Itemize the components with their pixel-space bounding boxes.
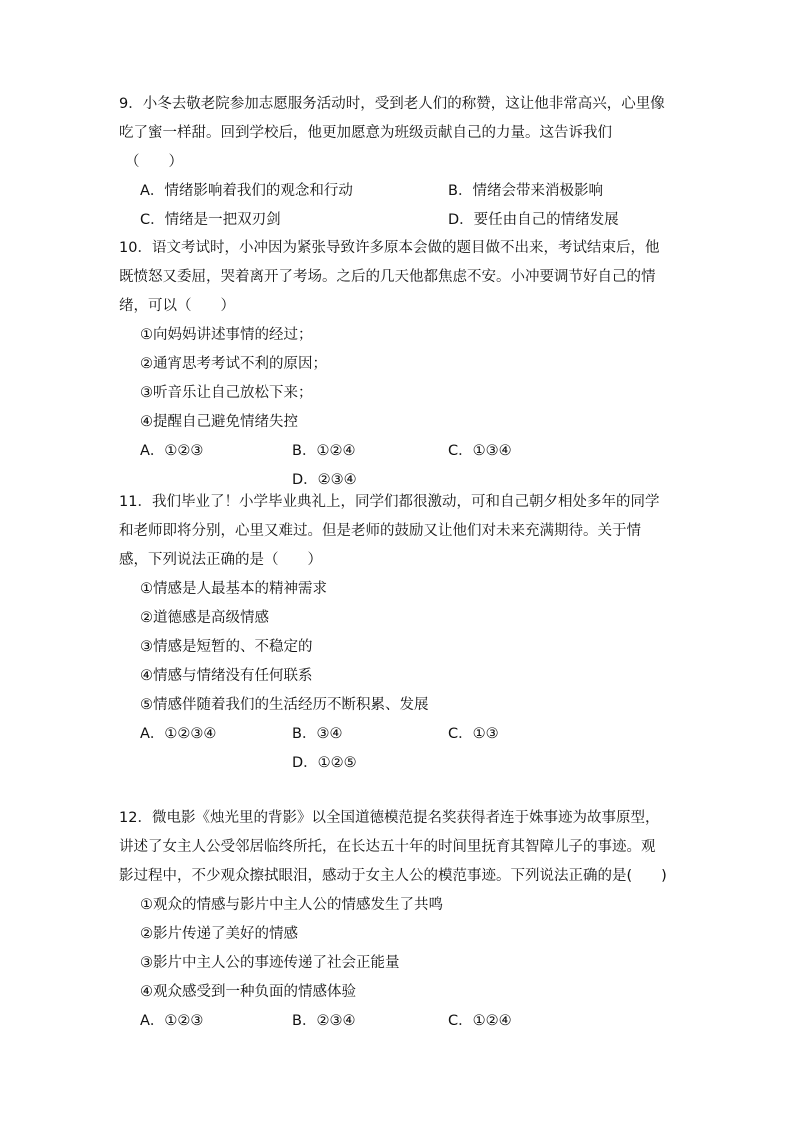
options-row — [119, 720, 679, 749]
statement-item: ④观众感受到一种负面的情感体验 — [140, 984, 356, 1000]
question-stem-line: 既愤怒又委屈，哭着离开了考场。之后的几天他都焦虑不安。小冲要调节好自己的情 — [119, 269, 656, 285]
option-b: B．③④ — [292, 726, 343, 742]
statement-item: ②影片传递了美好的情感 — [140, 926, 298, 942]
option-b: B．情绪会带来消极影响 — [448, 183, 603, 199]
statement-item: ①观众的情感与影片中主人公的情感发生了共鸣 — [140, 897, 443, 913]
answer-parentheses: （ ） — [125, 154, 183, 170]
option-a: A．①②③④ — [140, 726, 217, 742]
question-stem-line: 和老师即将分别，心里又难过。但是老师的鼓励又让他们对未来充满期待。关于情 — [119, 523, 641, 539]
options-row — [119, 1007, 679, 1036]
statement-item: ①情感是人最基本的精神需求 — [140, 581, 327, 597]
statement-item: ③影片中主人公的事迹传递了社会正能量 — [140, 955, 400, 971]
option-c: C．①②④ — [448, 1013, 512, 1029]
statement-item: ⑤情感伴随着我们的生活经历不断积累、发展 — [140, 697, 429, 713]
question-9 — [119, 90, 679, 235]
option-d: D．①②⑤ — [292, 755, 357, 771]
question-12 — [119, 804, 679, 1036]
option-b: B．①②④ — [292, 443, 356, 459]
option-b: B．②③④ — [292, 1013, 356, 1029]
options-row — [119, 749, 679, 778]
question-10 — [119, 234, 679, 495]
statement-item: ②通宵思考考试不利的原因； — [140, 356, 327, 372]
statement-item: ①向妈妈讲述事情的经过； — [140, 327, 313, 343]
option-c: C．①③ — [448, 726, 499, 742]
option-a: A．情绪影响着我们的观念和行动 — [140, 183, 353, 199]
options-row — [119, 206, 679, 235]
option-d: D．②③④ — [292, 472, 357, 488]
option-c: C．①③④ — [448, 443, 512, 459]
question-11 — [119, 488, 679, 778]
question-stem-line: 感，下列说法正确的是（ ） — [119, 552, 322, 568]
options-row — [119, 437, 679, 466]
option-a: A．①②③ — [140, 443, 204, 459]
statement-item: ④情感与情绪没有任何联系 — [140, 668, 313, 684]
question-stem-line: 12．微电影《烛光里的背影》以全国道德模范提名奖获得者连于姝事迹为故事原型， — [119, 810, 660, 826]
statement-item: ②道德感是高级情感 — [140, 610, 269, 626]
question-stem-line: 10．语文考试时，小冲因为紧张导致许多原本会做的题目做不出来，考试结束后，他 — [119, 240, 660, 256]
question-stem-line: 11．我们毕业了！小学毕业典礼上，同学们都很激动，可和自己朝夕相处多年的同学 — [119, 494, 660, 510]
question-stem-line: 影过程中，不少观众擦拭眼泪，感动于女主人公的模范事迹。下列说法正确的是( ) — [119, 868, 667, 884]
question-stem-line: 9．小冬去敬老院参加志愿服务活动时，受到老人们的称赞，这让他非常高兴，心里像 — [119, 96, 665, 112]
question-stem-line: 绪，可以（ ） — [119, 298, 235, 314]
statement-item: ④提醒自己避免情绪失控 — [140, 414, 298, 430]
options-row — [119, 177, 679, 206]
statement-item: ③听音乐让自己放松下来； — [140, 385, 313, 401]
option-d: D．要任由自己的情绪发展 — [448, 212, 619, 228]
option-a: A．①②③ — [140, 1013, 204, 1029]
statement-item: ③情感是短暂的、不稳定的 — [140, 639, 313, 655]
question-stem-line: 讲述了女主人公受邻居临终所托，在长达五十年的时间里抚育其智障儿子的事迹。观 — [119, 839, 656, 855]
question-stem-line: 吃了蜜一样甜。回到学校后，他更加愿意为班级贡献自己的力量。这告诉我们 — [119, 125, 612, 141]
option-c: C．情绪是一把双刃剑 — [140, 212, 281, 228]
